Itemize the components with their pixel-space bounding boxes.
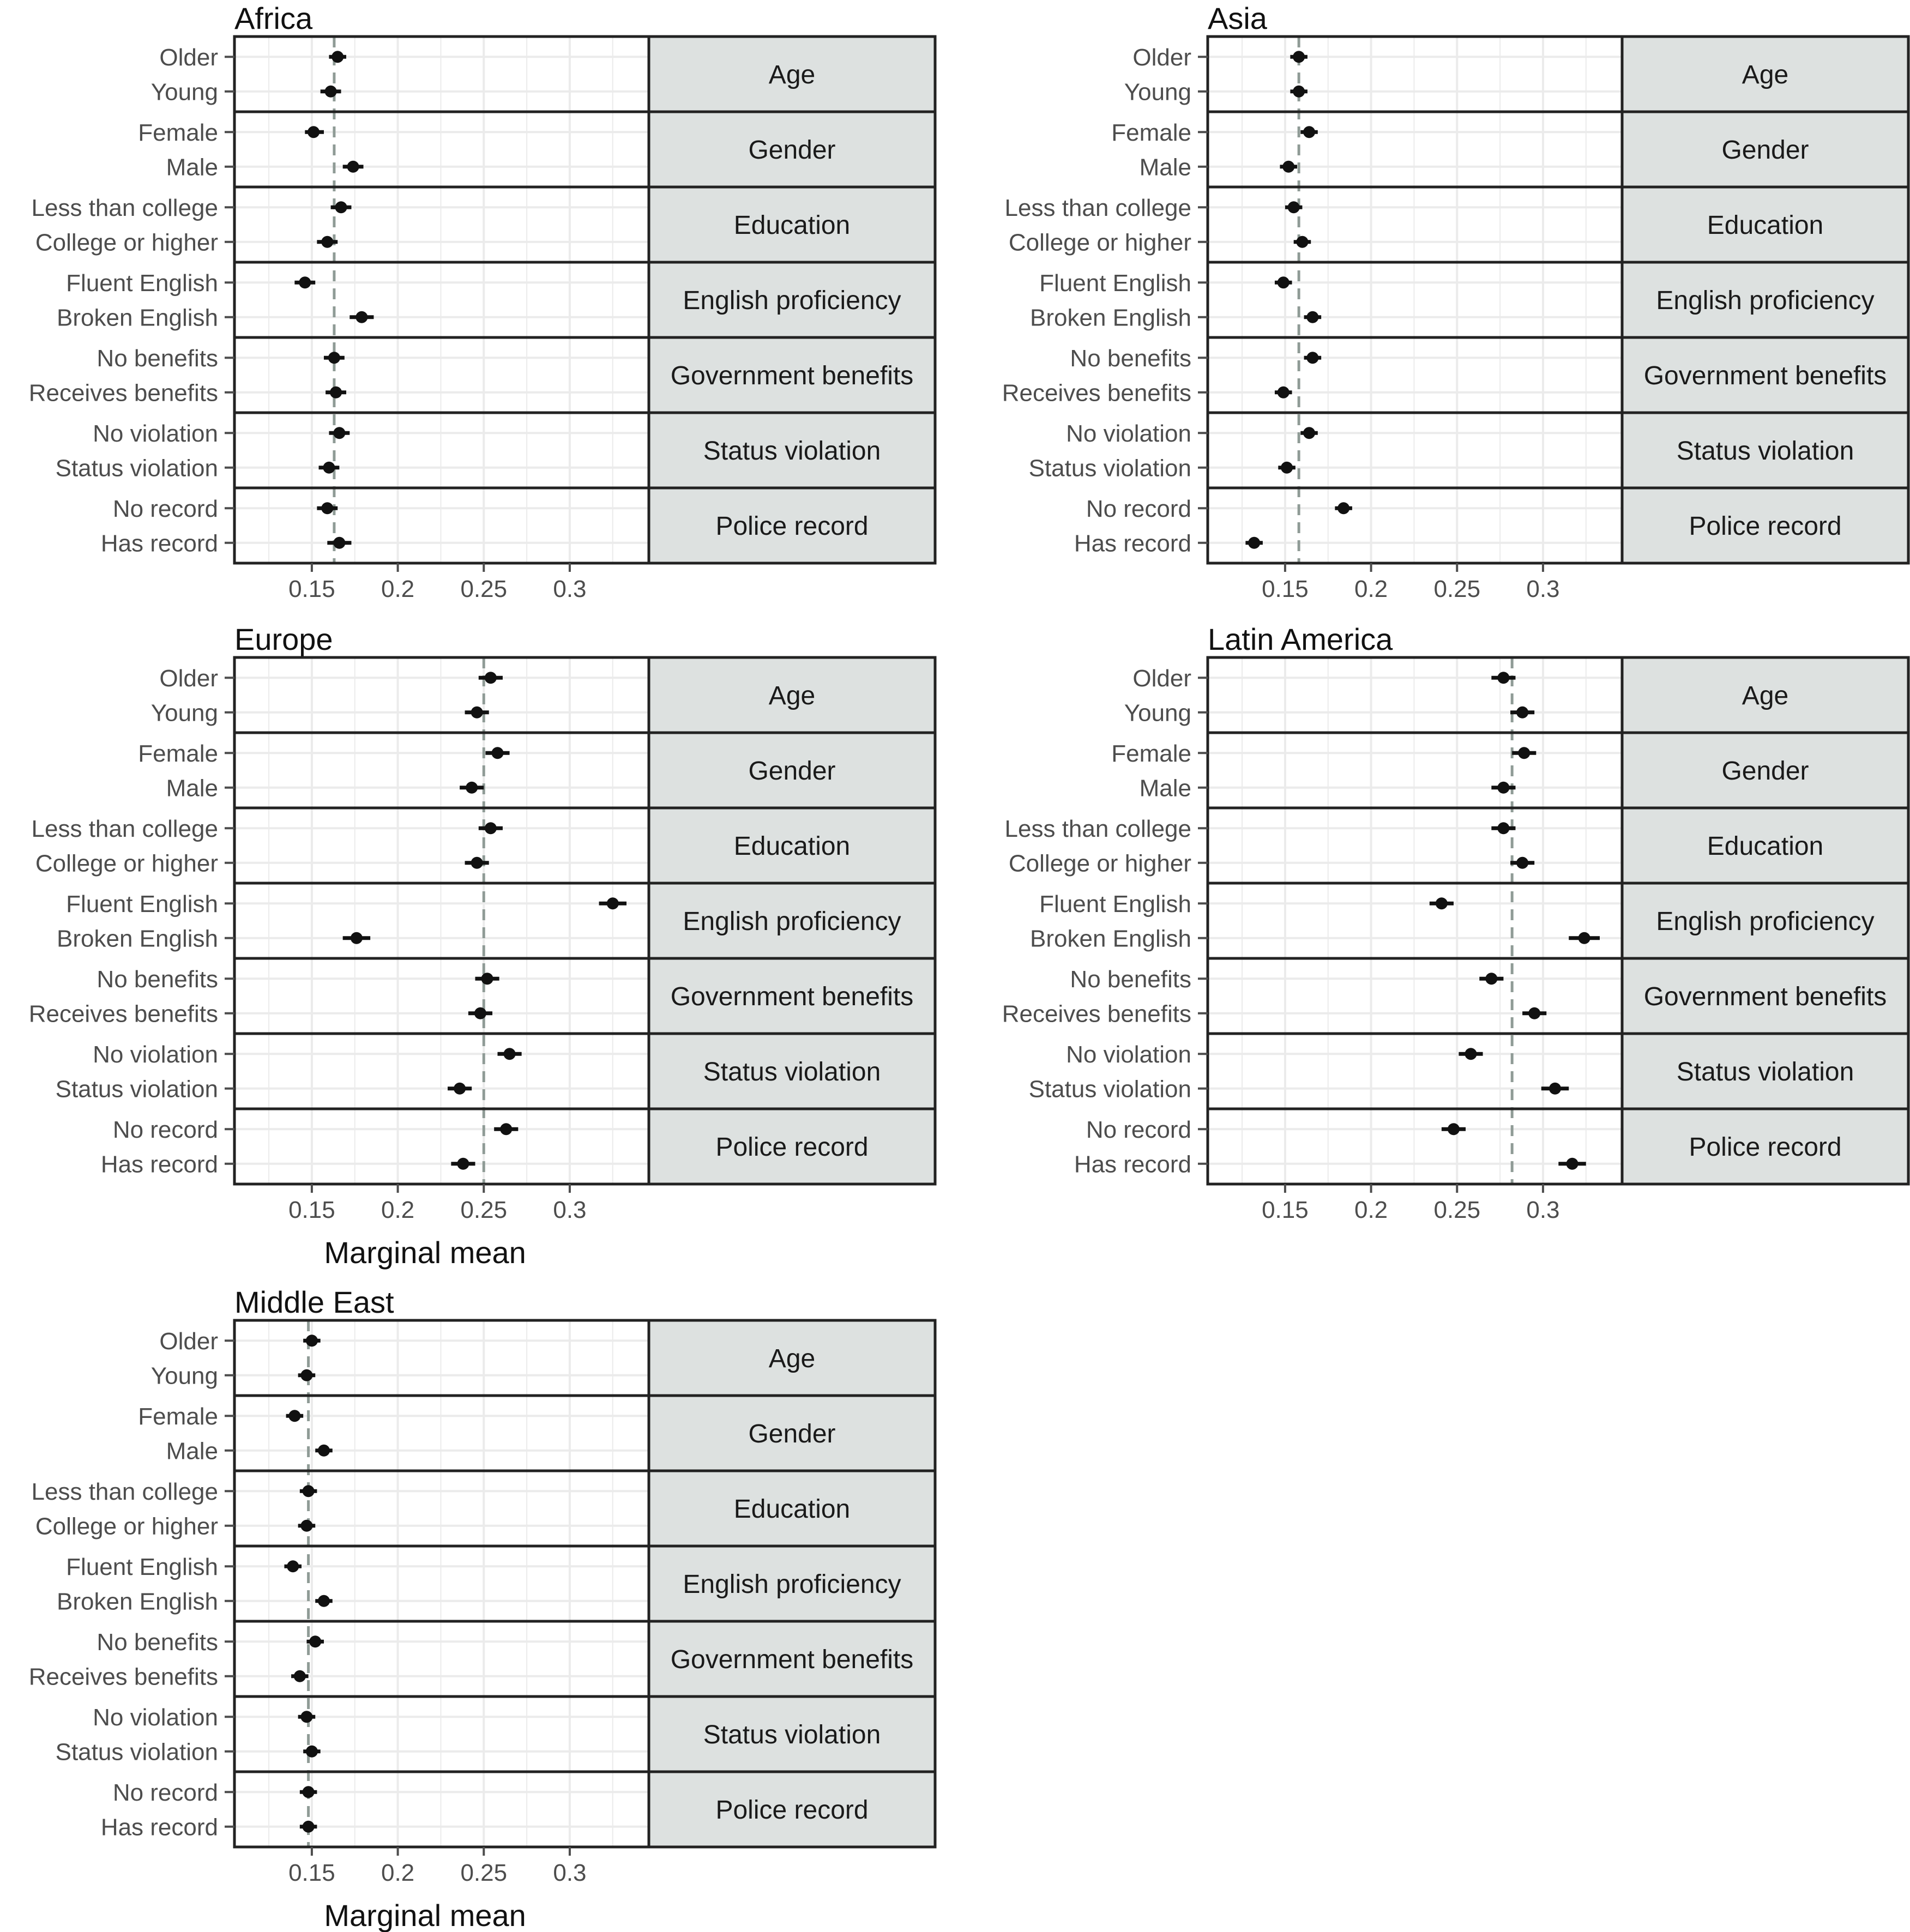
facet-strip-label: Government benefits bbox=[670, 982, 914, 1011]
estimate-point bbox=[1549, 1083, 1561, 1095]
estimate-point bbox=[332, 51, 344, 63]
facet-border bbox=[234, 187, 649, 262]
category-label: Status violation bbox=[1028, 455, 1191, 482]
facet-strip-label: Status violation bbox=[703, 1057, 881, 1086]
facet-strip-label: English proficiency bbox=[1656, 907, 1875, 936]
estimate-point bbox=[1282, 161, 1294, 173]
facet-strip-label: Status violation bbox=[703, 436, 881, 466]
category-label: No violation bbox=[1066, 420, 1191, 448]
facet-border bbox=[234, 808, 649, 883]
category-label: Less than college bbox=[1004, 195, 1191, 222]
estimate-point bbox=[351, 932, 363, 944]
x-tick-label: 0.25 bbox=[460, 576, 508, 602]
estimate-point bbox=[1303, 427, 1315, 439]
x-tick-label: 0.15 bbox=[288, 1859, 335, 1886]
facet-strip-label: Education bbox=[733, 1494, 851, 1524]
category-label: No violation bbox=[1066, 1041, 1191, 1068]
category-label: No benefits bbox=[97, 966, 218, 993]
facet-strip-label: Age bbox=[1742, 60, 1789, 89]
facet-border bbox=[234, 1109, 649, 1184]
category-label: Female bbox=[138, 740, 218, 768]
estimate-point bbox=[1516, 707, 1528, 719]
estimate-point bbox=[287, 1560, 299, 1572]
estimate-point bbox=[303, 1821, 315, 1833]
estimate-point bbox=[1448, 1123, 1460, 1135]
x-tick-label: 0.15 bbox=[1262, 576, 1309, 602]
facet-border bbox=[1208, 657, 1622, 733]
estimate-point bbox=[481, 973, 493, 985]
category-label: Broken English bbox=[57, 925, 218, 952]
estimate-point bbox=[321, 236, 333, 248]
facet-strip-label: Education bbox=[733, 831, 851, 861]
estimate-point bbox=[1497, 672, 1509, 684]
estimate-point bbox=[471, 857, 483, 869]
facet-border bbox=[234, 1621, 649, 1696]
panel-latin-america bbox=[1002, 622, 1908, 1223]
category-label: Young bbox=[150, 79, 218, 106]
facet-border bbox=[234, 413, 649, 488]
x-tick-label: 0.3 bbox=[1526, 576, 1560, 602]
facet-border bbox=[1208, 337, 1622, 413]
estimate-point bbox=[504, 1048, 516, 1060]
facet-border bbox=[234, 488, 649, 563]
estimate-point bbox=[491, 747, 503, 759]
facet-border bbox=[1208, 958, 1622, 1034]
category-label: Status violation bbox=[55, 1738, 218, 1766]
x-tick-label: 0.2 bbox=[381, 576, 415, 602]
category-label: Young bbox=[150, 1362, 218, 1390]
category-label: Status violation bbox=[1028, 1076, 1191, 1103]
x-tick-label: 0.15 bbox=[288, 1197, 335, 1223]
category-label: Older bbox=[159, 44, 218, 71]
facet-strip-label: Police record bbox=[1689, 1132, 1842, 1162]
estimate-point bbox=[1528, 1007, 1540, 1019]
x-tick-label: 0.3 bbox=[1526, 1197, 1560, 1223]
category-label: College or higher bbox=[35, 229, 218, 256]
panel-title: Middle East bbox=[234, 1285, 394, 1319]
estimate-point bbox=[1485, 973, 1497, 985]
category-label: Older bbox=[1132, 665, 1191, 692]
estimate-point bbox=[1296, 236, 1308, 248]
estimate-point bbox=[306, 1746, 318, 1758]
estimate-point bbox=[1278, 387, 1290, 399]
facet-strip-label: Status violation bbox=[1676, 436, 1854, 466]
x-tick-label: 0.15 bbox=[1262, 1197, 1309, 1223]
estimate-point bbox=[335, 201, 347, 213]
facet-strip-label: Police record bbox=[1689, 511, 1842, 541]
facet-strip-label: Age bbox=[768, 60, 816, 89]
facet-strip-label: Government benefits bbox=[1643, 361, 1887, 390]
estimate-point bbox=[1337, 502, 1349, 514]
estimate-point bbox=[309, 1635, 321, 1647]
category-label: No violation bbox=[93, 420, 218, 448]
estimate-point bbox=[500, 1123, 512, 1135]
category-label: No record bbox=[112, 1116, 218, 1144]
category-label: Male bbox=[1139, 154, 1191, 181]
category-label: Female bbox=[1111, 119, 1191, 147]
category-label: Young bbox=[150, 699, 218, 727]
estimate-point bbox=[306, 1335, 318, 1347]
panel-title: Europe bbox=[234, 622, 333, 656]
facet-strip-label: English proficiency bbox=[683, 286, 901, 315]
facet-border bbox=[1208, 262, 1622, 337]
x-tick-label: 0.25 bbox=[1433, 1197, 1481, 1223]
category-label: Male bbox=[166, 154, 218, 181]
facet-strip-label: Status violation bbox=[1676, 1057, 1854, 1086]
category-label: Male bbox=[166, 1438, 218, 1465]
estimate-point bbox=[1436, 897, 1448, 909]
panel-title: Africa bbox=[234, 1, 313, 35]
facet-border bbox=[234, 958, 649, 1034]
estimate-point bbox=[318, 1595, 330, 1607]
estimate-point bbox=[1278, 276, 1290, 288]
category-label: Receives benefits bbox=[1002, 379, 1191, 407]
category-label: College or higher bbox=[1008, 850, 1191, 877]
estimate-point bbox=[1288, 201, 1300, 213]
category-label: Fluent English bbox=[66, 891, 218, 918]
estimate-point bbox=[457, 1158, 469, 1170]
category-label: Fluent English bbox=[66, 1554, 218, 1581]
category-label: Older bbox=[159, 665, 218, 692]
category-label: Status violation bbox=[55, 455, 218, 482]
x-tick-label: 0.25 bbox=[460, 1859, 508, 1886]
facet-strip-label: Age bbox=[1742, 681, 1789, 710]
estimate-point bbox=[333, 537, 345, 549]
estimate-point bbox=[1281, 462, 1293, 474]
panel-middle-east bbox=[29, 1285, 935, 1932]
facet-strip-label: Gender bbox=[1721, 756, 1809, 786]
category-label: Broken English bbox=[1030, 925, 1191, 952]
x-tick-label: 0.2 bbox=[1354, 576, 1388, 602]
category-label: No record bbox=[112, 1779, 218, 1807]
facet-border bbox=[1208, 1034, 1622, 1109]
facet-border bbox=[234, 1772, 649, 1847]
category-label: No benefits bbox=[97, 345, 218, 372]
estimate-point bbox=[333, 427, 345, 439]
category-label: Has record bbox=[100, 530, 218, 557]
facet-border bbox=[234, 337, 649, 413]
category-label: No record bbox=[1086, 1116, 1191, 1144]
estimate-point bbox=[330, 387, 342, 399]
category-label: Broken English bbox=[1030, 304, 1191, 331]
category-label: Less than college bbox=[31, 816, 218, 843]
category-label: Receives benefits bbox=[1002, 1000, 1191, 1028]
facet-border bbox=[1208, 733, 1622, 808]
x-tick-label: 0.2 bbox=[381, 1197, 415, 1223]
facet-strip-label: Age bbox=[768, 1344, 816, 1373]
facet-strip-label: Gender bbox=[748, 1419, 836, 1448]
facet-border bbox=[234, 883, 649, 958]
facet-border bbox=[234, 112, 649, 187]
category-label: Female bbox=[138, 119, 218, 147]
category-label: No benefits bbox=[1070, 966, 1191, 993]
facet-border bbox=[234, 1471, 649, 1546]
facet-strip-label: Education bbox=[733, 210, 851, 240]
category-label: Older bbox=[159, 1328, 218, 1355]
category-label: No violation bbox=[93, 1041, 218, 1068]
estimate-point bbox=[356, 311, 367, 323]
facet-border bbox=[234, 1396, 649, 1471]
panel-asia bbox=[1002, 1, 1908, 602]
category-label: Male bbox=[1139, 775, 1191, 802]
estimate-point bbox=[294, 1670, 306, 1682]
estimate-point bbox=[474, 1007, 486, 1019]
estimate-point bbox=[485, 672, 497, 684]
facet-strip-label: Gender bbox=[1721, 135, 1809, 165]
category-label: College or higher bbox=[35, 850, 218, 877]
facet-border bbox=[1208, 112, 1622, 187]
estimate-point bbox=[454, 1083, 466, 1095]
estimate-point bbox=[1293, 86, 1305, 98]
x-tick-label: 0.15 bbox=[288, 576, 335, 602]
estimate-point bbox=[318, 1445, 330, 1457]
estimate-point bbox=[347, 161, 359, 173]
estimate-point bbox=[300, 1369, 312, 1381]
x-tick-label: 0.2 bbox=[1354, 1197, 1388, 1223]
estimate-point bbox=[1248, 537, 1260, 549]
facet-strip-label: English proficiency bbox=[683, 907, 901, 936]
estimate-point bbox=[1497, 782, 1509, 794]
x-axis-title: Marginal mean bbox=[324, 1235, 526, 1270]
x-axis-title: Marginal mean bbox=[324, 1898, 526, 1932]
estimate-point bbox=[485, 822, 497, 834]
category-label: Has record bbox=[100, 1151, 218, 1178]
category-label: Less than college bbox=[1004, 816, 1191, 843]
category-label: Receives benefits bbox=[28, 1663, 218, 1690]
estimate-point bbox=[1306, 311, 1318, 323]
category-label: Young bbox=[1124, 699, 1191, 727]
category-label: Receives benefits bbox=[28, 379, 218, 407]
category-label: Female bbox=[1111, 740, 1191, 768]
category-label: Broken English bbox=[57, 1588, 218, 1615]
panel-title: Asia bbox=[1208, 1, 1267, 35]
facet-strip-label: Government benefits bbox=[670, 1645, 914, 1674]
estimate-point bbox=[1293, 51, 1305, 63]
facet-border bbox=[234, 1696, 649, 1772]
facet-border bbox=[1208, 37, 1622, 112]
facet-border bbox=[234, 1546, 649, 1621]
category-label: Receives benefits bbox=[28, 1000, 218, 1028]
facet-border bbox=[234, 1320, 649, 1396]
facet-border bbox=[234, 262, 649, 337]
category-label: Fluent English bbox=[66, 270, 218, 297]
estimate-point bbox=[1306, 352, 1318, 364]
facet-strip-label: Gender bbox=[748, 756, 836, 786]
x-tick-label: 0.2 bbox=[381, 1859, 415, 1886]
estimate-point bbox=[299, 276, 311, 288]
facet-border bbox=[234, 37, 649, 112]
facet-border bbox=[234, 1034, 649, 1109]
facet-border bbox=[1208, 187, 1622, 262]
panel-title: Latin America bbox=[1208, 622, 1393, 656]
estimate-point bbox=[1518, 747, 1530, 759]
estimate-point bbox=[321, 502, 333, 514]
category-label: Status violation bbox=[55, 1076, 218, 1103]
facet-border bbox=[1208, 488, 1622, 563]
panel-africa bbox=[29, 1, 935, 602]
estimate-point bbox=[466, 782, 478, 794]
facet-strip-label: Government benefits bbox=[670, 361, 914, 390]
facet-border bbox=[1208, 1109, 1622, 1184]
estimate-point bbox=[1465, 1048, 1477, 1060]
category-label: No record bbox=[112, 496, 218, 523]
category-label: Has record bbox=[100, 1814, 218, 1841]
estimate-point bbox=[1497, 822, 1509, 834]
category-label: Fluent English bbox=[1039, 270, 1191, 297]
category-label: Broken English bbox=[57, 304, 218, 331]
estimate-point bbox=[323, 462, 335, 474]
facet-border bbox=[1208, 808, 1622, 883]
category-label: Older bbox=[1132, 44, 1191, 71]
category-label: College or higher bbox=[1008, 229, 1191, 256]
x-tick-label: 0.3 bbox=[553, 576, 587, 602]
estimate-point bbox=[300, 1520, 312, 1532]
category-label: No record bbox=[1086, 496, 1191, 523]
facet-border bbox=[1208, 413, 1622, 488]
facet-strip-label: Education bbox=[1707, 831, 1824, 861]
category-label: Young bbox=[1124, 79, 1191, 106]
facet-border bbox=[1208, 883, 1622, 958]
x-tick-label: 0.25 bbox=[1433, 576, 1481, 602]
facet-strip-label: English proficiency bbox=[1656, 286, 1875, 315]
category-label: Has record bbox=[1074, 530, 1191, 557]
estimate-point bbox=[1578, 932, 1590, 944]
facet-strip-label: Age bbox=[768, 681, 816, 710]
facet-border bbox=[234, 733, 649, 808]
facet-strip-label: Education bbox=[1707, 210, 1824, 240]
estimate-point bbox=[325, 86, 337, 98]
estimate-point bbox=[471, 707, 483, 719]
estimate-point bbox=[303, 1485, 315, 1497]
estimate-point bbox=[308, 126, 320, 138]
category-label: Female bbox=[138, 1403, 218, 1430]
facet-border bbox=[234, 657, 649, 733]
estimate-point bbox=[1516, 857, 1528, 869]
facet-strip-label: Police record bbox=[715, 1132, 869, 1162]
estimate-point bbox=[288, 1410, 300, 1422]
x-tick-label: 0.3 bbox=[553, 1859, 587, 1886]
category-label: No violation bbox=[93, 1704, 218, 1731]
category-label: Fluent English bbox=[1039, 891, 1191, 918]
estimate-point bbox=[1303, 126, 1315, 138]
category-label: Male bbox=[166, 775, 218, 802]
category-label: No benefits bbox=[1070, 345, 1191, 372]
category-label: Has record bbox=[1074, 1151, 1191, 1178]
x-tick-label: 0.25 bbox=[460, 1197, 508, 1223]
estimate-point bbox=[607, 897, 619, 909]
category-label: No benefits bbox=[97, 1629, 218, 1656]
facet-strip-label: Gender bbox=[748, 135, 836, 165]
estimate-point bbox=[303, 1786, 315, 1798]
facet-strip-label: English proficiency bbox=[683, 1569, 901, 1599]
panel-europe bbox=[29, 622, 935, 1270]
facet-strip-label: Government benefits bbox=[1643, 982, 1887, 1011]
estimate-point bbox=[300, 1711, 312, 1723]
facet-strip-label: Police record bbox=[715, 1795, 869, 1825]
category-label: Less than college bbox=[31, 195, 218, 222]
estimate-point bbox=[328, 352, 340, 364]
facet-strip-label: Police record bbox=[715, 511, 869, 541]
estimate-point bbox=[1566, 1158, 1578, 1170]
x-tick-label: 0.3 bbox=[553, 1197, 587, 1223]
category-label: Less than college bbox=[31, 1478, 218, 1506]
category-label: College or higher bbox=[35, 1513, 218, 1540]
facet-strip-label: Status violation bbox=[703, 1720, 881, 1749]
